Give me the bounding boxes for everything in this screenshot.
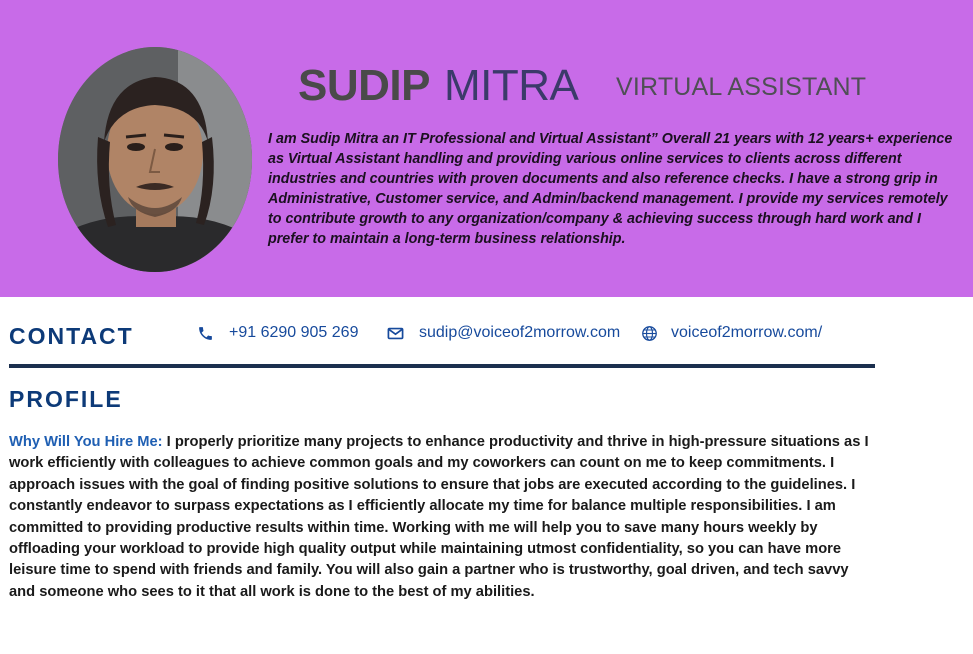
contact-heading: CONTACT: [9, 323, 134, 349]
job-title: VIRTUAL ASSISTANT: [616, 73, 867, 101]
email-address: sudip@voiceof2morrow.com: [419, 324, 621, 341]
website-link: voiceof2morrow.com/: [671, 324, 823, 341]
bio-text: I am Sudip Mitra an IT Professional and Virtual Assistant” Overall 21 years with 12 years+ experience as Virtual Assistant handling and providing various online services to clients across different industries and countries with proven documents and also reference checks. I have a strong grip in Administrative, Customer service, and Admin/backend management. I provide my services remotely to contribute growth to any organization/company & achieving success through hard work and I prefer to maintain a long-term business relationship.: [268, 131, 953, 247]
phone-icon: [197, 325, 214, 342]
profile-paragraph: [9, 432, 869, 603]
section-divider: [9, 364, 875, 368]
envelope-icon: [387, 325, 404, 342]
avatar: [58, 47, 252, 272]
profile-lead: Why Will You Hire Me:: [9, 434, 163, 450]
first-name: SUDIP: [298, 61, 430, 110]
profile-photo: [58, 47, 252, 272]
last-name: MITRA: [443, 61, 579, 110]
header-banner: [0, 0, 973, 297]
phone-number: +91 6290 905 269: [229, 324, 359, 341]
profile-body: I properly prioritize many projects to enhance productivity and thrive in high-pressure situations as I work efficiently with colleagues to achieve common goals and my coworkers can count on me to keep commitments. I approach issues with the goal of finding positive solutions to ensure that jobs are executed according to the guidelines. I constantly endeavor to surpass expectations as I efficiently allocate my time for balance multiple responsibilities. I am committed to providing productive results within time. Working with me will help you to save many hours weekly by offloading your workload to provide high quality output while maintaining utmost confidentiality, so you can have more leisure time to spend with friends and family. You will also gain a partner who is trustworthy, goal driven, and tech savvy and someone who sees to it that all work is done to the best of my abilities.: [9, 434, 869, 600]
globe-icon: [641, 325, 658, 342]
full-name: [298, 60, 578, 112]
profile-heading: PROFILE: [9, 386, 123, 412]
